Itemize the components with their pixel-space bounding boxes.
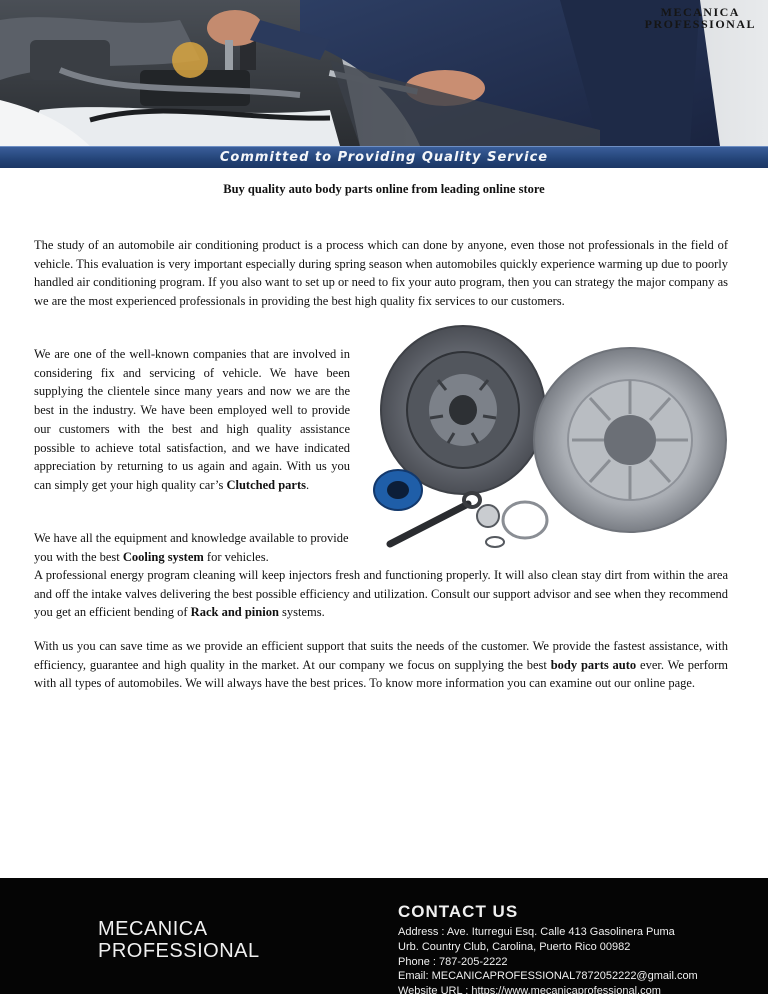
- paragraph-4-text: A professional energy program cleaning will keep injectors fresh and functioning properly. It will also clean stay dirt from within the area and off the intake valves delivering the best possible efficiency and utilization. Consult our support advisor and see when they recommend you get an efficient bending of: [34, 568, 728, 620]
- email-line: Email: MECANICAPROFESSIONAL7872052222@gmail.com: [398, 970, 698, 983]
- footer-brand-line1: MECANICA: [98, 918, 208, 940]
- paragraph-cleaning: [34, 566, 728, 622]
- paragraph-2-end: .: [305, 477, 310, 492]
- footer: [0, 878, 768, 998]
- header: [0, 0, 768, 168]
- mechanic-engine-photo: [0, 0, 768, 146]
- address-line-1: Address : Ave. Iturregui Esq. Calle 413 Gasolinera Puma: [398, 926, 675, 938]
- paragraph-air-conditioning: [34, 236, 728, 311]
- footer-brand: [98, 918, 260, 962]
- header-brand-line2: PROFESSIONAL: [644, 17, 756, 31]
- paragraph-cooling: [34, 529, 350, 566]
- contact-us-heading: CONTACT US: [398, 902, 519, 921]
- footer-brand-line2: PROFESSIONAL: [98, 940, 260, 962]
- address-line-2: Urb. Country Club, Carolina, Puerto Rico 00982: [398, 940, 631, 953]
- paragraph-4-end: systems.: [278, 605, 325, 620]
- slogan-banner: [0, 146, 768, 168]
- phone-line: Phone : 787-205-2222: [398, 955, 508, 968]
- page-title: Buy quality auto body parts online from leading online store: [223, 182, 545, 196]
- cooling-system-keyword: Cooling system: [122, 549, 204, 564]
- header-brand-line1: MECANICA: [660, 5, 740, 19]
- paragraph-support: [34, 637, 728, 693]
- rack-and-pinion-keyword: Rack and pinion: [190, 605, 279, 620]
- paragraph-5-text: With us you can save time as we provide an efficient support that suits the needs of the customer. We provide the fastest assistance, with efficiency, guarantee and high quality in the market. At our company we focus on supplying the best: [34, 639, 728, 672]
- slogan-text: Committed to Providing Quality Service: [219, 150, 549, 165]
- clutched-parts-keyword: Clutched parts: [226, 477, 306, 492]
- paragraph-2-text: We are one of the well-known companies that are involved in considering fix and servicing of vehicle. We have been supplying the clientele since many years and now we are the best in the industry. We have been employed well to provide our customers with the best and high quality assistance possible to achieve total satisfaction, and we have indicated appreciation by returning to us again and again. With us you can simply get your high quality car’s: [34, 347, 350, 492]
- body-parts-auto-keyword: body parts auto: [550, 657, 637, 672]
- header-brand-logo: [645, 6, 756, 30]
- paragraph-company: [34, 345, 350, 495]
- website-line: Website URL : https://www.mecanicaprofessional.com: [398, 985, 661, 998]
- clutch-kit-image: [368, 318, 732, 554]
- contact-details: [398, 925, 698, 999]
- paragraph-3-text: We have all the equipment and knowledge available to provide you with the best: [34, 531, 349, 564]
- paragraph-1-text: The study of an automobile air conditioning product is a process which can done by anyone, even those not professionals in the field of vehicle. This evaluation is very important especially during spring season when automobiles quickly experience warming up due to poorly handled air conditioning program. If you also want to set up or need to fix your auto program, then you can strategy the major company as we are the most experienced professionals in providing the best high quality fix services to our customers.: [34, 238, 728, 309]
- paragraph-3-end: for vehicles.: [203, 549, 269, 564]
- paragraph-5-end: ever. We perform with all types of automobiles. We will always have the best prices. To know more information you can examine out our online page.: [34, 657, 729, 691]
